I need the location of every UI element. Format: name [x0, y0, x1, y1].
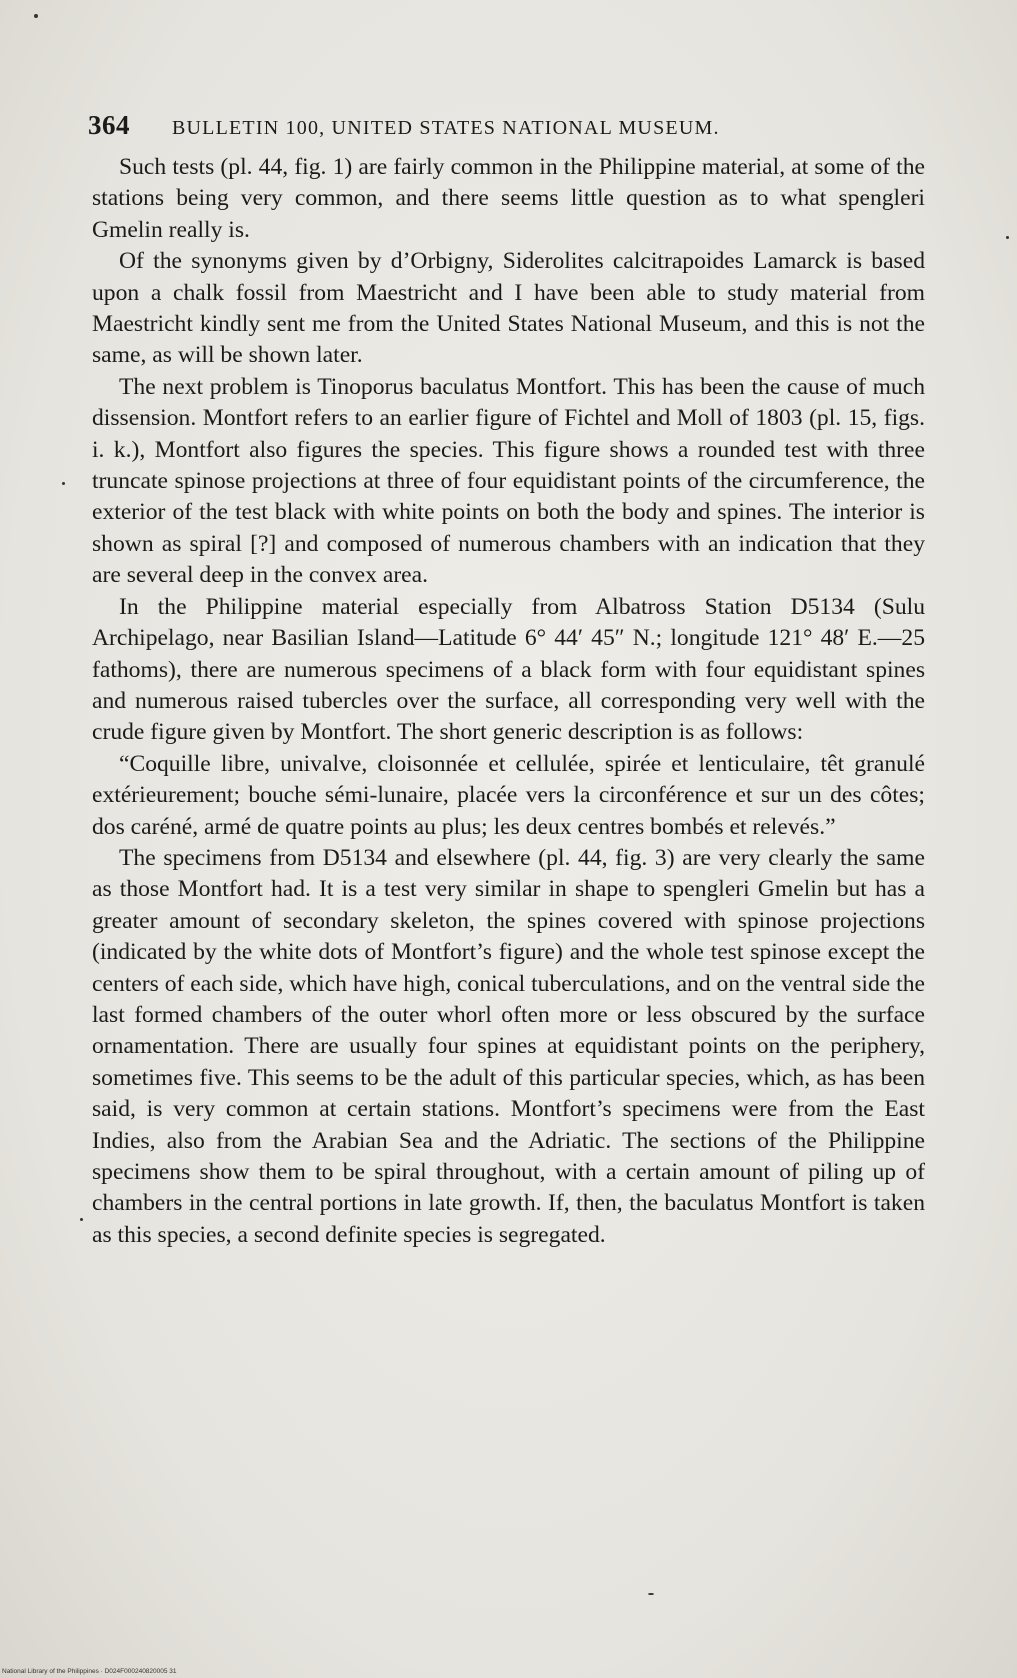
paragraph-2: Of the synonyms given by d’Orbigny, Siderolites calcitrapoides Lamarck is based upon a chalk fossil from Maestricht and I have been able to study material from Maestricht kindly sent me from the United States National Museum, and this is not the same, as will be shown later. — [92, 248, 925, 369]
scan-speck — [62, 482, 65, 485]
page-number: 364 — [88, 110, 130, 140]
paragraph-4: In the Philippine material especially from Albatross Station D5134 (Sulu Archipelago, near Basilian Island—Latitude 6° 44′ 45″ N.; longitude 121° 48′ E.—25 fathoms), there are numerous specimens of a black form with four equidistant spines and numerous raised tubercles over the surface, all corresponding very well with the crude figure given by Montfort. The short generic description is as follows: — [92, 593, 925, 746]
scan-speck — [648, 1593, 654, 1595]
running-head: BULLETIN 100, UNITED STATES NATIONAL MUSEUM. — [172, 117, 720, 139]
paragraph-3: The next problem is Tinoporus baculatus Montfort. This has been the cause of much dissension. Montfort refers to an earlier figure of Fichtel and Moll of 1803 (pl. 15, figs. i. k.), Montfort also figures the species. This figure shows a rounded test with three truncate spinose projections at three of four equidistant points of the circumference, the exterior of the test black with white points on both the body and spines. The interior is shown as spiral [?] and composed of numerous chambers with an indication that they are several deep in the convex area. — [92, 373, 925, 589]
body-text — [92, 152, 925, 1251]
paragraph-1: Such tests (pl. 44, fig. 1) are fairly common in the Philippine material, at some of the stations being very common, and there seems little question as to what spengleri Gmelin really is. — [92, 154, 925, 243]
scan-credit: National Library of the Philippines · D024F000240820005 31 — [2, 1668, 177, 1675]
quotation-paragraph: “Coquille libre, univalve, cloisonnée et cellulée, spirée et lenticulaire, têt granulé extérieurement; bouche sémi-lunaire, placée vers la circonférence et sur un des côtes; dos caréné, armé de quatre points au plus; les deux centres bombés et relevés.” — [92, 750, 925, 840]
scan-speck — [1006, 236, 1009, 239]
scan-speck — [80, 1218, 83, 1221]
page-header — [88, 110, 948, 141]
scan-speck — [34, 14, 38, 18]
paragraph-6: The specimens from D5134 and elsewhere (pl. 44, fig. 3) are very clearly the same as those Montfort had. It is a test very similar in shape to spengleri Gmelin but has a greater amount of secondary skeleton, the spines covered with spinose projections (indicated by the white dots of Montfort’s figure) and the whole test spinose except the centers of each side, which have high, conical tuberculations, and on the ventral side the last formed chambers of the outer whorl often more or less obscured by the surface ornamentation. There are usually four spines at equidistant points on the periphery, sometimes five. This seems to be the adult of this particular species, which, as has been said, is very common at certain stations. Montfort’s specimens were from the East Indies, also from the Arabian Sea and the Adriatic. The sections of the Philippine specimens show them to be spiral throughout, with a certain amount of piling up of chambers in the central portions in late growth. If, then, the baculatus Montfort is taken as this species, a second definite species is segregated. — [92, 844, 925, 1248]
